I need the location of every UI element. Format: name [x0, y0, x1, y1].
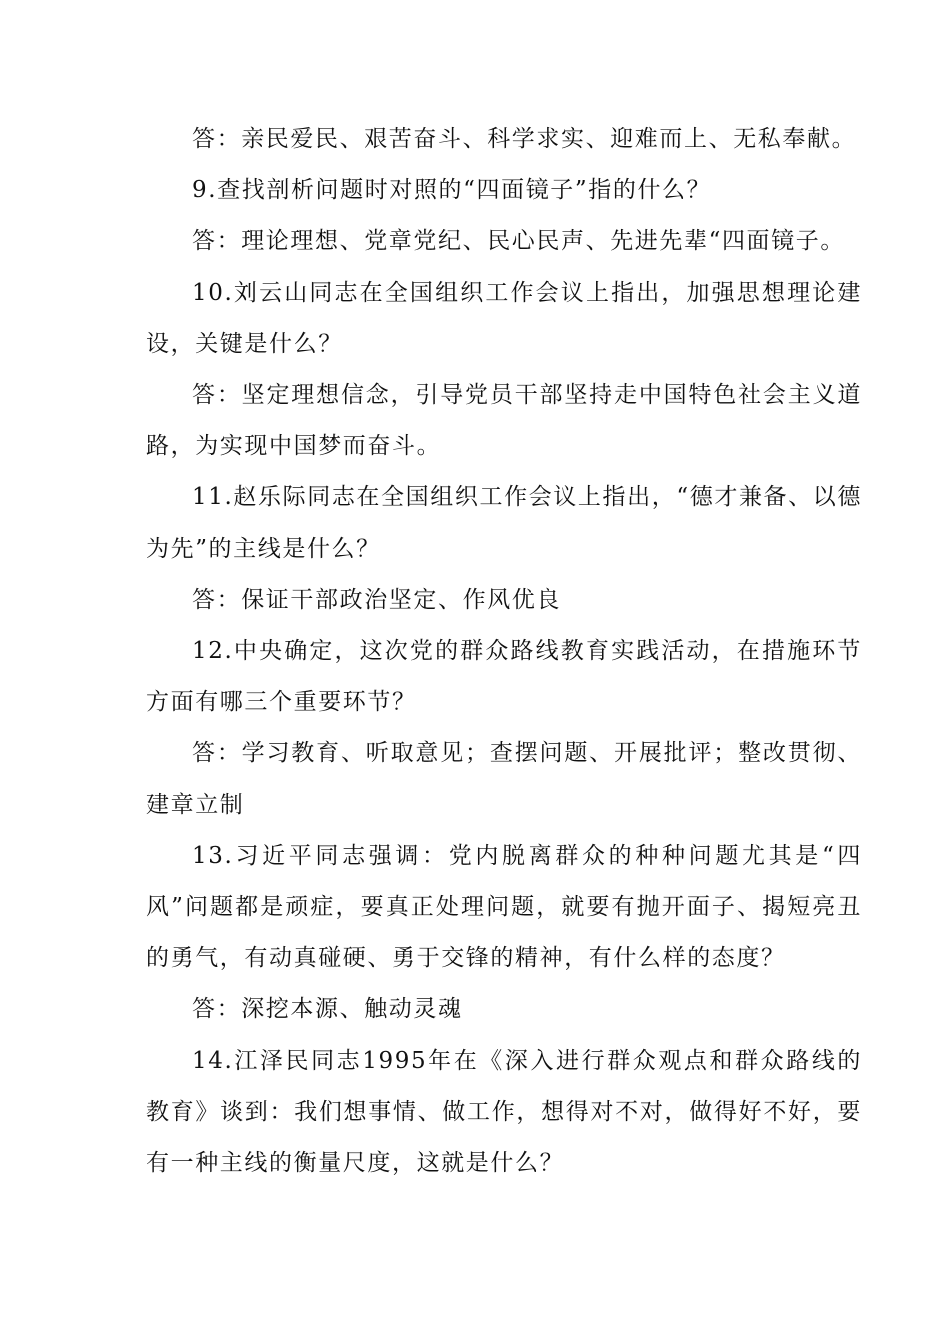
answer-13: 答：深挖本源、触动灵魂: [192, 996, 463, 1023]
document-body: [146, 114, 862, 1189]
question-12: 12.中央确定，这次党的群众路线教育实践活动，在措施环节方面有哪三个重要环节？: [146, 638, 862, 716]
answer-12: 答：学习教育、听取意见；查摆问题、开展批评；整改贯彻、建章立制: [146, 740, 862, 818]
question-9: 9.查找剖析问题时对照的“四面镜子”指的什么？: [192, 177, 712, 204]
answer-11: 答：保证干部政治坚定、作风优良: [192, 586, 561, 613]
answer-10: 答：坚定理想信念，引导党员干部坚持走中国特色社会主义道路，为实现中国梦而奋斗。: [146, 382, 862, 460]
answer-8: 答：亲民爱民、艰苦奋斗、科学求实、迎难而上、无私奉献。: [192, 126, 857, 152]
question-14: 14.江泽民同志1995年在《深入进行群众观点和群众路线的教育》谈到：我们想事情、做工作，想得对不对，做得好不好，要有一种主线的衡量尺度，这就是什么？: [146, 1047, 862, 1177]
question-13: 13.习近平同志强调：党内脱离群众的种种问题尤其是“四风”问题都是顽症，要真正处理问题，就要有抛开面子、揭短亮丑的勇气，有动真碰硬、勇于交锋的精神，有什么样的态度？: [146, 842, 862, 972]
question-10: 10.刘云山同志在全国组织工作会议上指出，加强思想理论建设，关键是什么？: [146, 279, 862, 357]
question-11: 11.赵乐际同志在全国组织工作会议上指出，“德才兼备、以德为先”的主线是什么？: [146, 484, 862, 562]
answer-9: 答：理论理想、党章党纪、民心民声、先进先辈“四面镜子。: [192, 228, 845, 255]
